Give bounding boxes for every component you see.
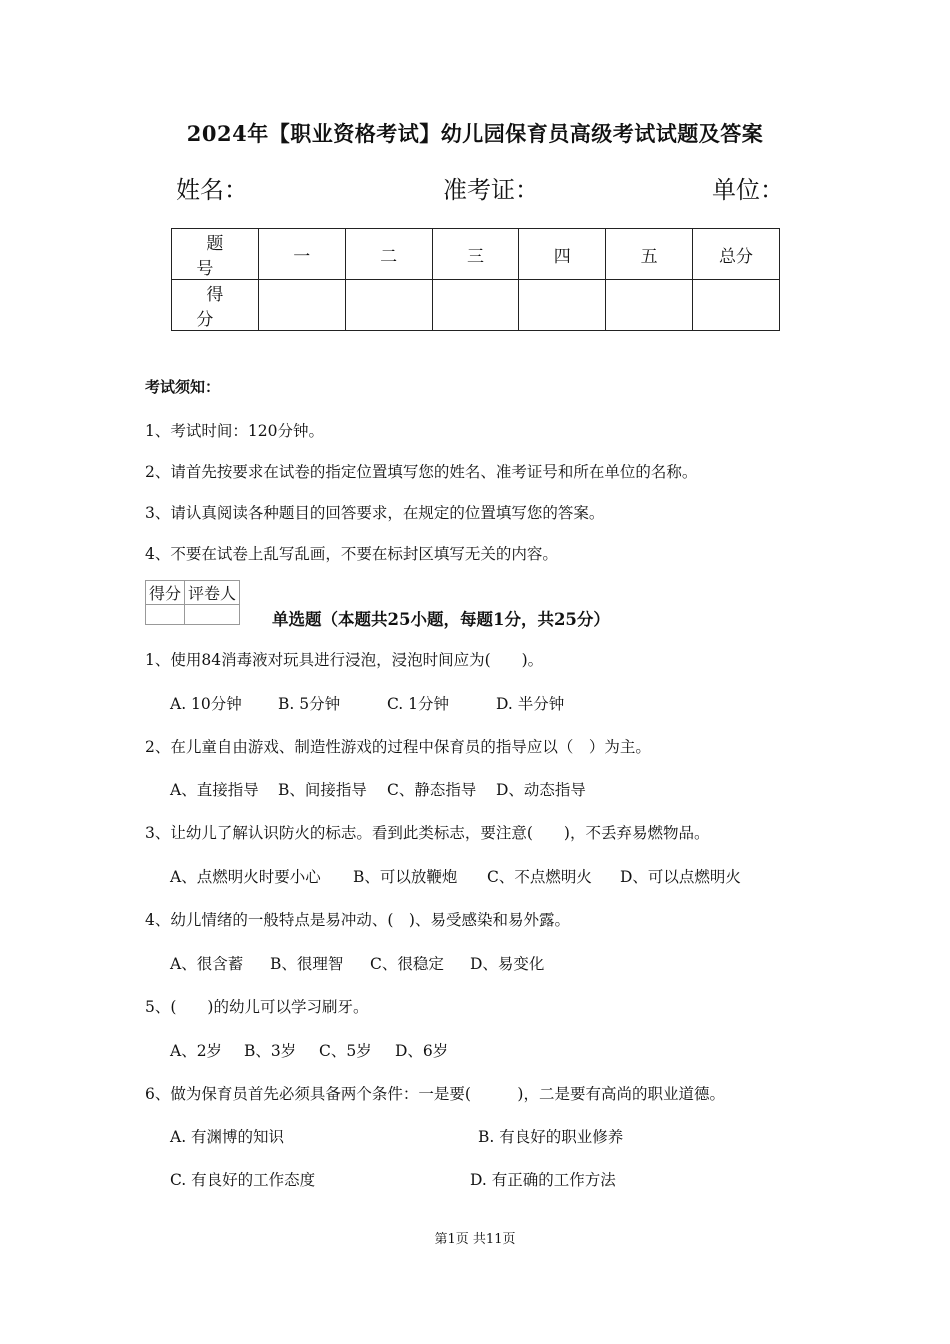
option-c[interactable]: C. 有良好的工作态度 (170, 1171, 316, 1189)
score-cell[interactable] (258, 280, 345, 331)
score-cell[interactable] (693, 280, 780, 331)
question-text: 1、使用84消毒液对玩具进行浸泡，浸泡时间应为( )。 (145, 651, 544, 669)
question-text: 3、让幼儿了解认识防火的标志。看到此类标志，要注意( )，不丢弃易燃物品。 (145, 824, 710, 842)
option-d[interactable]: D、6岁 (395, 1042, 449, 1060)
score-header-cell: 二 (345, 229, 432, 280)
grader-name-label: 评卷人 (185, 581, 240, 605)
option-a[interactable]: A. 10分钟 (170, 695, 242, 713)
question-text: 5、( )的幼儿可以学习刷牙。 (145, 998, 369, 1016)
score-cell[interactable] (606, 280, 693, 331)
option-b[interactable]: B、可以放鞭炮 (353, 868, 458, 886)
option-d[interactable]: D、可以点燃明火 (620, 868, 741, 886)
question-text: 6、做为保育员首先必须具备两个条件：一是要( )，二是要有高尚的职业道德。 (145, 1085, 725, 1103)
option-a[interactable]: A、直接指导 (170, 781, 259, 799)
question-text: 4、幼儿情绪的一般特点是易冲动、( )、易受感染和易外露。 (145, 911, 570, 929)
name-field-label: 姓名： (176, 176, 248, 204)
notice-item: 1、考试时间：120分钟。 (145, 422, 324, 440)
option-b[interactable]: B. 有良好的职业修养 (478, 1128, 624, 1146)
option-a[interactable]: A、很含蓄 (170, 955, 244, 973)
score-header-cell: 总分 (693, 229, 780, 280)
score-row-label: 得 分 (172, 280, 259, 331)
notice-item: 2、请首先按要求在试卷的指定位置填写您的姓名、准考证号和所在单位的名称。 (145, 463, 698, 481)
option-c[interactable]: C、静态指导 (387, 781, 477, 799)
option-c[interactable]: C、很稳定 (370, 955, 444, 973)
score-table-header-row (172, 229, 780, 280)
score-cell[interactable] (519, 280, 606, 331)
notice-item: 4、不要在试卷上乱写乱画，不要在标封区填写无关的内容。 (145, 545, 558, 563)
ticket-field-label: 准考证： (443, 176, 539, 204)
option-d[interactable]: D、易变化 (470, 955, 545, 973)
option-d[interactable]: D. 半分钟 (496, 695, 565, 713)
section-title: 单选题（本题共25小题，每题1分，共25分） (272, 610, 610, 629)
option-c[interactable]: C. 1分钟 (387, 695, 450, 713)
grader-score-label: 得分 (146, 581, 185, 605)
option-b[interactable]: B、间接指导 (278, 781, 367, 799)
option-d[interactable]: D. 有正确的工作方法 (470, 1171, 616, 1189)
score-header-cell: 一 (258, 229, 345, 280)
notice-heading: 考试须知： (145, 378, 221, 396)
option-c[interactable]: C、不点燃明火 (487, 868, 592, 886)
page-footer: 第1页 共11页 (434, 1232, 516, 1247)
score-table-score-row (172, 280, 780, 331)
grader-score-cell[interactable] (146, 605, 185, 625)
grader-name-cell[interactable] (185, 605, 240, 625)
option-b[interactable]: B、3岁 (244, 1042, 297, 1060)
option-b[interactable]: B、很理智 (270, 955, 344, 973)
option-a[interactable]: A、点燃明火时要小心 (170, 868, 321, 886)
score-header-cell: 题 号 (172, 229, 259, 280)
score-header-cell: 五 (606, 229, 693, 280)
option-a[interactable]: A、2岁 (170, 1042, 223, 1060)
option-b[interactable]: B. 5分钟 (278, 695, 341, 713)
option-a[interactable]: A. 有渊博的知识 (170, 1128, 285, 1146)
unit-field-label: 单位： (712, 176, 784, 204)
option-d[interactable]: D、动态指导 (496, 781, 586, 799)
page-title: 2024年【职业资格考试】幼儿园保育员高级考试试题及答案 (186, 121, 764, 146)
score-cell[interactable] (432, 280, 519, 331)
option-c[interactable]: C、5岁 (319, 1042, 372, 1060)
grader-box (145, 580, 240, 625)
notice-item: 3、请认真阅读各种题目的回答要求，在规定的位置填写您的答案。 (145, 504, 605, 522)
score-header-cell: 四 (519, 229, 606, 280)
score-cell[interactable] (345, 280, 432, 331)
score-header-cell: 三 (432, 229, 519, 280)
question-text: 2、在儿童自由游戏、制造性游戏的过程中保育员的指导应以（ ）为主。 (145, 738, 651, 756)
score-table (171, 228, 780, 331)
